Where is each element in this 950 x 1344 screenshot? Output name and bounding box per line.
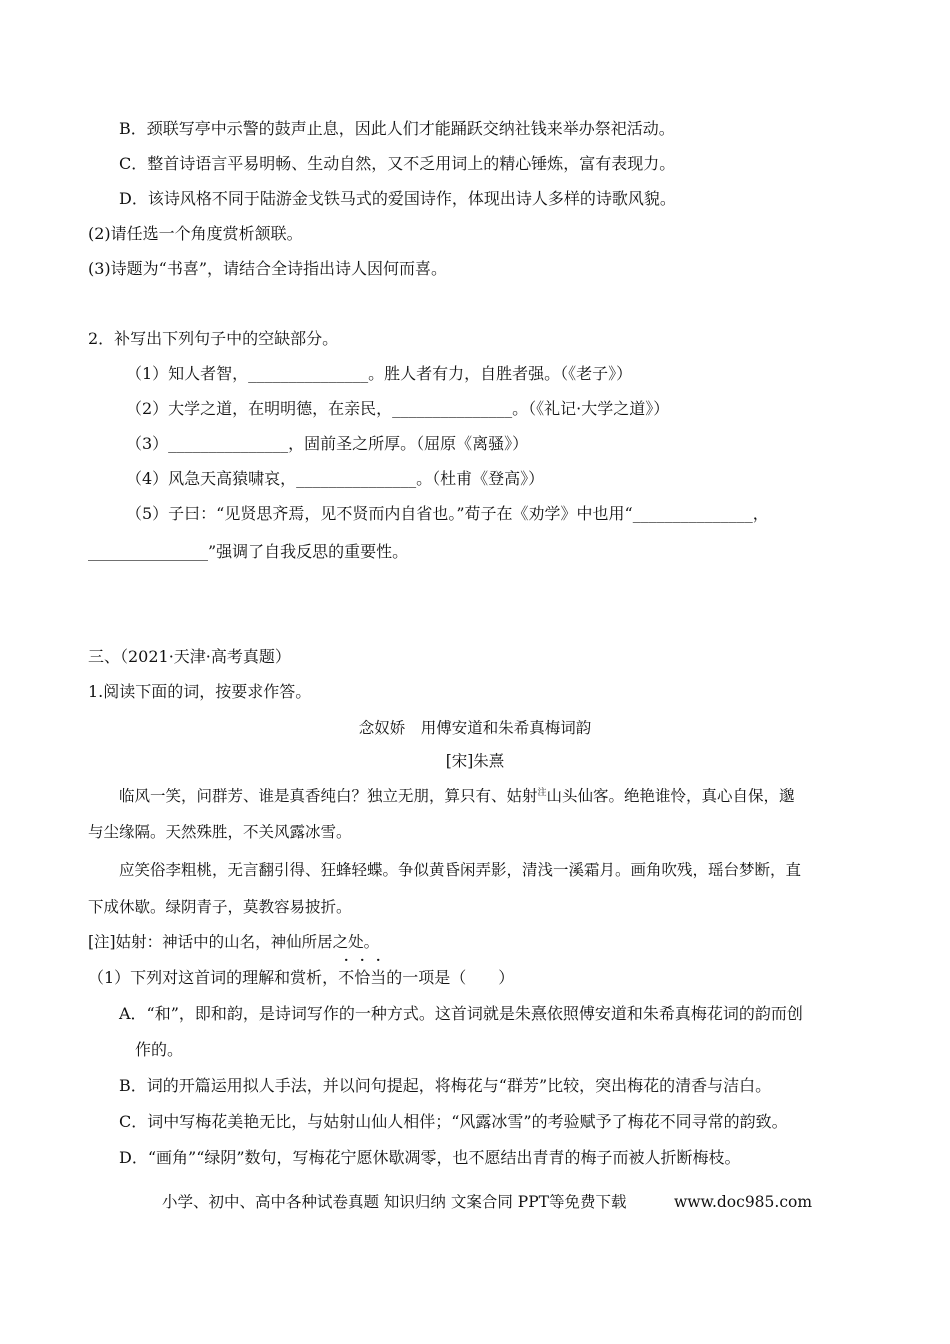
fill-item-1: （1）知人者智，_______________。胜人者有力，自胜者强。（《老子》） [126, 364, 633, 383]
section-3-header: 三、（2021·天津·高考真题） [88, 647, 291, 666]
section-3-question-1: 1.阅读下面的词，按要求作答。 [88, 682, 312, 701]
poem-line-1a: 临风一笑，问群芳、谁是真香纯白？独立无朋，算只有、姑射 [119, 787, 538, 805]
poem-line-1 [119, 784, 795, 808]
poem-line-4: 下成休歇。绿阴青子，莫教容易披折。 [88, 898, 352, 916]
note-marker: 注 [537, 787, 547, 798]
sub1-prefix: （1）下列对这首词的理解和赏析， [88, 968, 339, 987]
poem-note: [注]姑射：神话中的山名，神仙所居之处。 [88, 933, 380, 951]
fill-item-3: （3）_______________，固前圣之所厚。（屈原《离骚》） [126, 434, 529, 453]
sub-question-2: (2)请任选一个角度赏析颔联。 [88, 224, 303, 243]
question-2-title: 2．补写出下列句子中的空缺部分。 [88, 329, 339, 348]
section-3-option-b: B．词的开篇运用拟人手法，并以问句提起，将梅花与“群芳”比较，突出梅花的清香与洁白。 [119, 1076, 772, 1095]
fill-item-5-continued: _______________”强调了自我反思的重要性。 [88, 542, 409, 561]
sub1-suffix: 的一项是（ ） [386, 968, 515, 987]
footer-url[interactable]: www.doc985.com [674, 1193, 813, 1211]
poem-line-3: 应笑俗李粗桃，无言翻引得、狂蜂轻蝶。争似黄昏闲弄影，清浅一溪霜月。画角吹残，瑶台梦断，直 [119, 861, 802, 879]
poem-title: 念奴娇 用傅安道和朱希真梅词韵 [358, 719, 592, 737]
section-3-option-a: A．“和”，即和韵，是诗词写作的一种方式。这首词就是朱熹依照傅安道和朱希真梅花词的韵而创 [119, 1004, 803, 1023]
poem-line-2: 与尘缘隔。天然殊胜，不关风露冰雪。 [88, 823, 352, 841]
section-3-option-c: C．词中写梅花美艳无比，与姑射山仙人相伴；“风露冰雪”的考验赋予了梅花不同寻常的韵致。 [119, 1112, 788, 1131]
poem-line-1b: 山头仙客。绝艳谁怜，真心自保，邈 [546, 787, 795, 805]
fill-item-5: （5）子曰：“见贤思齐焉，见不贤而内自省也。”荀子在《劝学》中也用“_______________， [126, 504, 769, 523]
emphasis-char-3: 当 [370, 968, 387, 987]
footer-text: 小学、初中、高中各种试卷真题 知识归纳 文案合同 PPT等免费下载 [162, 1193, 627, 1211]
emphasis-char-1: 不 [338, 968, 355, 987]
fill-item-4: （4）风急天高猿啸哀，_______________。（杜甫《登高》） [126, 469, 545, 488]
poem-author: [宋]朱熹 [445, 752, 505, 770]
option-b: B．颈联写亭中示警的鼓声止息，因此人们才能踊跃交纳社钱来举办祭祀活动。 [119, 119, 675, 138]
section-3-option-a-continued: 作的。 [135, 1040, 184, 1059]
fill-item-2: （2）大学之道，在明明德，在亲民，_______________。（《礼记·大学之道》） [126, 399, 670, 418]
emphasis-char-2: 恰 [354, 968, 371, 987]
sub-question-3: (3)诗题为“书喜”，请结合全诗指出诗人因何而喜。 [88, 259, 448, 278]
section-3-option-d: D．“画角”“绿阴”数句，写梅花宁愿休歇凋零，也不愿结出青青的梅子而被人折断梅枝。 [119, 1148, 741, 1167]
option-c: C．整首诗语言平易明畅、生动自然，又不乏用词上的精心锤炼，富有表现力。 [119, 154, 676, 173]
section-3-sub-question-1 [88, 966, 514, 990]
option-d: D．该诗风格不同于陆游金戈铁马式的爱国诗作，体现出诗人多样的诗歌风貌。 [119, 189, 676, 208]
